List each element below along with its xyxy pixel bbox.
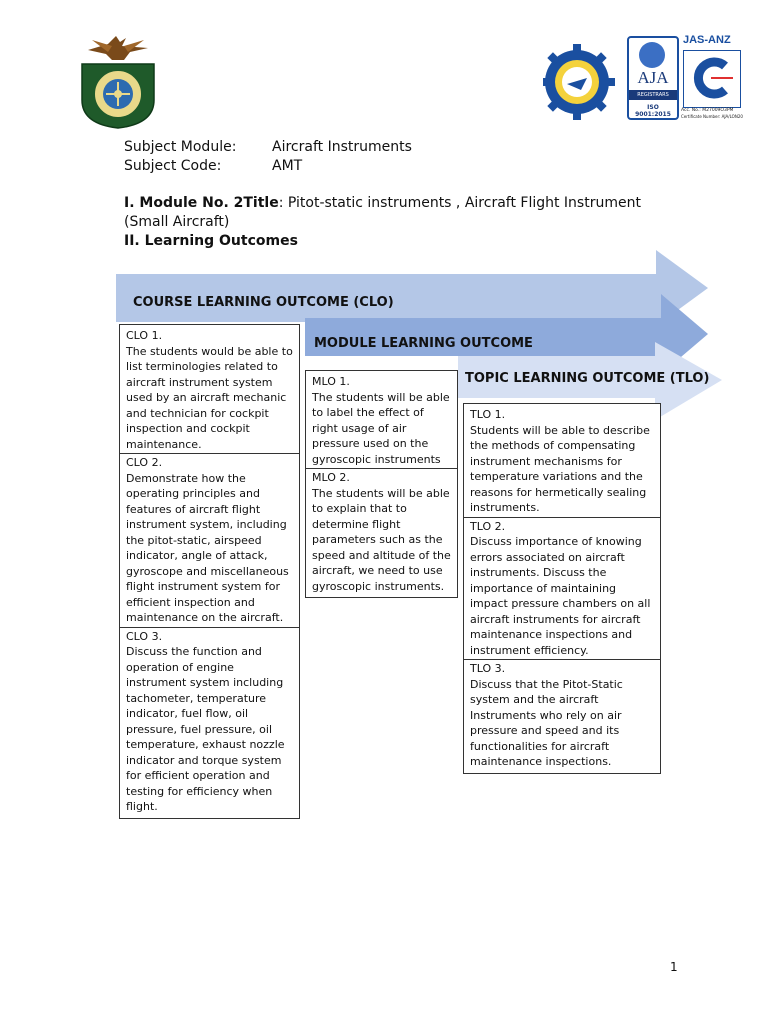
tlo-code: TLO 2. xyxy=(470,519,506,533)
clo-item xyxy=(120,327,299,454)
clo-code: CLO 3. xyxy=(126,629,163,643)
mlo-item xyxy=(306,373,457,469)
aja-sub-text: REGISTRARS xyxy=(629,90,677,100)
mlo-arrow-label: MODULE LEARNING OUTCOME xyxy=(314,336,533,351)
module-title-line xyxy=(124,194,684,213)
tlo-arrow-label: TOPIC LEARNING OUTCOME (TLO) xyxy=(465,371,710,386)
tlo-code: TLO 1. xyxy=(470,408,506,421)
mlo-item xyxy=(306,469,457,595)
tlo-table xyxy=(463,403,661,774)
subject-module-row xyxy=(124,138,524,157)
clo-text: Demonstrate how the operating principles and features of aircraft flight instrument system, including the pitot-static, airspeed indicator, angle of attack, gyroscope and miscellaneous flight instrument system for efficient inspection and maintenance on the aircraft. xyxy=(126,471,289,624)
tlo-code: TLO 3. xyxy=(470,662,506,675)
tlo-item xyxy=(464,660,660,771)
college-seal-logo xyxy=(78,30,158,130)
eagle-college-seal-icon xyxy=(78,30,158,130)
clo-code: CLO 2. xyxy=(126,456,163,469)
module-number-label: I. Module No. 2Title xyxy=(124,195,279,211)
page-number: 1 xyxy=(670,960,678,974)
module-title-text: : Pitot-static instruments , Aircraft Flight Instrument xyxy=(278,195,641,211)
subject-code-value: AMT xyxy=(272,158,303,174)
tlo-text: Discuss that the Pitot-Static system and the aircraft Instruments who rely on air pressure and speed and its functionalities for aircraft maintenance inspections. xyxy=(470,677,623,768)
iso-text: ISO 9001:2015 xyxy=(635,104,671,118)
clo-item xyxy=(120,454,299,628)
cert-sub-text: Certificate Number: AJA/LON20 xyxy=(681,114,743,119)
mlo-code: MLO 2. xyxy=(312,471,350,484)
jas-anz-logo xyxy=(681,34,741,120)
mlo-table xyxy=(305,370,458,598)
tlo-item xyxy=(464,518,660,661)
subject-code-label: Subject Code: xyxy=(124,158,222,174)
tlo-text: Discuss importance of knowing errors associated on aircraft instruments. Discuss the importance of maintaining impact pressure chambers on all aircraft instruments for aircraft maintenance inspections and instrument efficiency. xyxy=(470,535,651,657)
accreditation-logos xyxy=(543,34,743,130)
learning-outcomes-heading: II. Learning Outcomes xyxy=(124,233,298,249)
subject-module-value: Aircraft Instruments xyxy=(272,139,412,155)
tlo-item xyxy=(464,406,660,518)
clo-text: Discuss the function and operation of engine instrument system including tachometer, temperature indicator, fuel flow, oil pressure, fuel pressure, oil temperature, exhaust nozzle indicator and torque system for efficient operation and testing for efficiency when flight. xyxy=(126,645,285,813)
clo-table xyxy=(119,324,300,819)
mlo-text: The students will be able to explain that to determine flight parameters such as the speed and altitude of the aircraft, we need to use gyroscopic instruments. xyxy=(312,486,451,593)
module-title-continued: (Small Aircraft) xyxy=(124,214,230,230)
mlo-text: The students will be able to label the effect of right usage of air pressure used on the gyroscopic instruments xyxy=(312,390,450,466)
clo-arrow xyxy=(116,250,708,326)
aja-logo xyxy=(627,36,679,120)
subject-module-label: Subject Module: xyxy=(124,139,237,155)
tlo-text: Students will be able to describe the methods of compensating instrument mechanisms for temperature variations and the reasons for hermetically sealing instruments. xyxy=(470,423,650,514)
clo-code: CLO 1. xyxy=(126,329,163,342)
subject-code-row xyxy=(124,157,524,176)
jas-anz-text: JAS-ANZ xyxy=(683,34,731,46)
clo-item xyxy=(120,628,299,816)
jas-anz-c-icon xyxy=(689,56,733,100)
clo-arrow-label: COURSE LEARNING OUTCOME (CLO) xyxy=(133,295,394,310)
aja-text: AJA xyxy=(637,68,669,87)
clo-text: The students would be able to list terminologies related to aircraft instrument system used by an aircraft mechanic and technician for cockpit inspection and cockpit maintenance. xyxy=(126,344,293,451)
cert-number-text: Acc. No.: M27009O3PM xyxy=(681,108,734,113)
mlo-code: MLO 1. xyxy=(312,375,350,388)
